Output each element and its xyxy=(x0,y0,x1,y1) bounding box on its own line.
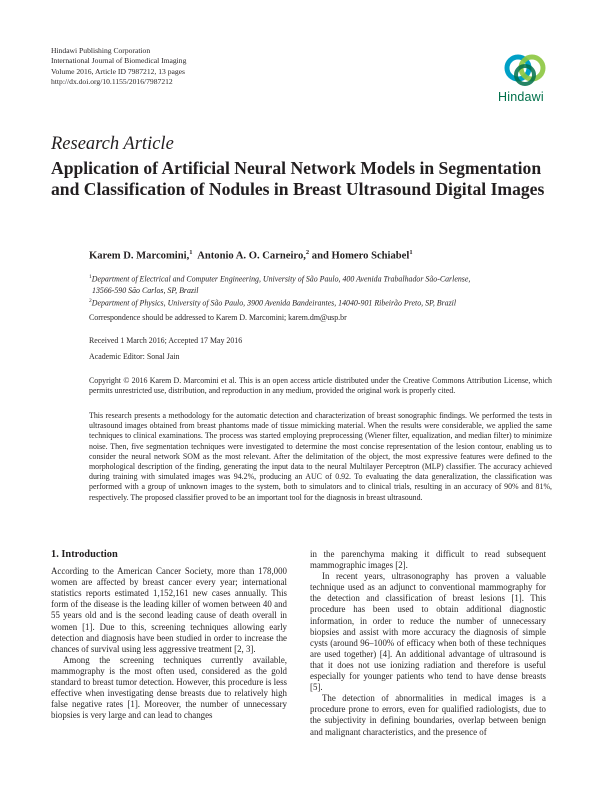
author-name: Karem D. Marcomini, xyxy=(89,250,190,262)
author-affiliation-mark: 1 xyxy=(189,249,193,256)
paragraph: Among the screening techniques currently available, mammography is the most often used, considered as the gold standard to breast tumor detection. However, this procedure is less effective when investigating dense breasts due to relatively high false negative rates [1]. Moreover, the number of unnecessary biopsies is very large and can lead to changes xyxy=(51,654,287,721)
section-heading: 1. Introduction xyxy=(51,549,118,560)
volume-line: Volume 2016, Article ID 7987212, 13 pages xyxy=(51,66,185,76)
affiliation-mark: 1 xyxy=(89,274,92,280)
journal-header xyxy=(51,46,186,88)
hindawi-logo-text: Hindawi xyxy=(498,90,544,104)
affiliation-1 xyxy=(89,272,559,285)
author-affiliation-mark: 2 xyxy=(305,249,310,256)
publisher-line: Hindawi Publishing Corporation xyxy=(51,46,151,55)
column-right xyxy=(310,549,546,738)
author-list xyxy=(89,249,413,262)
doi-link[interactable]: http://dx.doi.org/10.1155/2016/7987212 xyxy=(51,77,173,87)
affiliation-mark: 2 xyxy=(89,297,92,304)
affiliation-text: Department of Electrical and Computer Engineering, University of São Paulo, 400 Avenida Trabalhador São-Carlense, xyxy=(91,274,471,284)
abstract: This research presents a methodology for the automatic detection and characterization of breast sonographic findings. We performed the tests in ultrasound images obtained from breast phantoms made of tissue mimicking material. When the results were considerable, we applied the same techniques to clinical examinations. The process was started employing preprocessing (Wiener filter, equalization, and median filter) to minimize noise. Then, five segmentation techniques were investigated to determine the most concise representation of the lesion contour, enabling us to consider the neural network SOM as the most relevant. After the delimitation of the object, the most expressive features were defined to the morphological description of the finding, generating the input data to the neural Multilayer Perceptron (MLP) classifier. The accuracy achieved during training with simulated images was 94.2%, producing an AUC of 0.92. To evaluating the data generalization, the classification was performed with a group of unknown images to the system, both to simulators and to clinical trials, resulting in an accuracy of 90% and 81%, respectively. The proposed classifier proved to be an important tool for the diagnosis in breast ultrasound. xyxy=(89,411,552,502)
journal-line: International Journal of Biomedical Imaging xyxy=(51,56,187,66)
paragraph: In recent years, ultrasonography has proven a valuable technique used as an adjunct to conventional mammography for the detection and classification of breast lesions [1]. This procedure has been used to obtain additional diagnostic information, in order to reduce the number of unnecessary biopsies and assist with more accuracy the diagnosis of simple cysts (around 96–100% of efficacy when both of these techniques are used together) [4]. An additional advantage of ultrasound is that it does not use ionizing radiation and therefore is useful especially for younger patients who tend to have dense breasts [5]. xyxy=(310,571,546,693)
paragraph: According to the American Cancer Society, more than 178,000 women are affected by breast cancer every year; international statistics reports estimated 1,152,161 new cases annually. This form of the disease is the leading killer of women between 40 and 55 years old and is the second leading cause of death overall in women [1]. Due to this, screening techniques allowing early detection and diagnosis have been studied in order to increase the chances of survival using less aggressive treatment [2, 3]. xyxy=(51,566,287,654)
author-affiliation-mark: 1 xyxy=(409,249,413,256)
affiliations xyxy=(89,272,559,308)
column-left xyxy=(51,549,287,721)
affiliation-2 xyxy=(89,296,559,309)
author-separator: and xyxy=(309,250,332,262)
author-name: Antonio A. O. Carneiro, xyxy=(197,250,306,262)
paragraph: The detection of abnormalities in medical images is a procedure prone to errors, even for qualified radiologists, due to the subjectivity in defining boundaries, overlap between benign and malignant characteristics, and the presence of xyxy=(310,693,546,737)
academic-editor: Academic Editor: Sonal Jain xyxy=(89,352,180,361)
paper-title: Application of Artificial Neural Network Models in Segmentation and Classification of Nodules in Breast Ultrasound Digital Images xyxy=(51,158,545,199)
correspondence: Correspondence should be addressed to Karem D. Marcomini; karem.dm@usp.br xyxy=(89,313,347,322)
affiliation-1-cont: 13566-590 São Carlos, SP, Brazil xyxy=(92,285,199,295)
received-accepted-dates: Received 1 March 2016; Accepted 17 May 2016 xyxy=(89,336,243,345)
author-name: Homero Schiabel xyxy=(331,250,410,262)
affiliation-text: Department of Physics, University of São Paulo, 3900 Avenida Bandeirantes, 14040-901 Ribeirão Preto, SP, Brazil xyxy=(91,298,457,308)
article-type: Research Article xyxy=(51,134,174,154)
copyright-notice: Copyright © 2016 Karem D. Marcomini et al. This is an open access article distributed under the Creative Commons Attribution License, which permits unrestricted use, distribution, and reproduction in any medium, provided the original work is properly cited. xyxy=(89,376,552,396)
paragraph: in the parenchyma making it difficult to read subsequent mammographic images [2]. xyxy=(310,549,546,571)
